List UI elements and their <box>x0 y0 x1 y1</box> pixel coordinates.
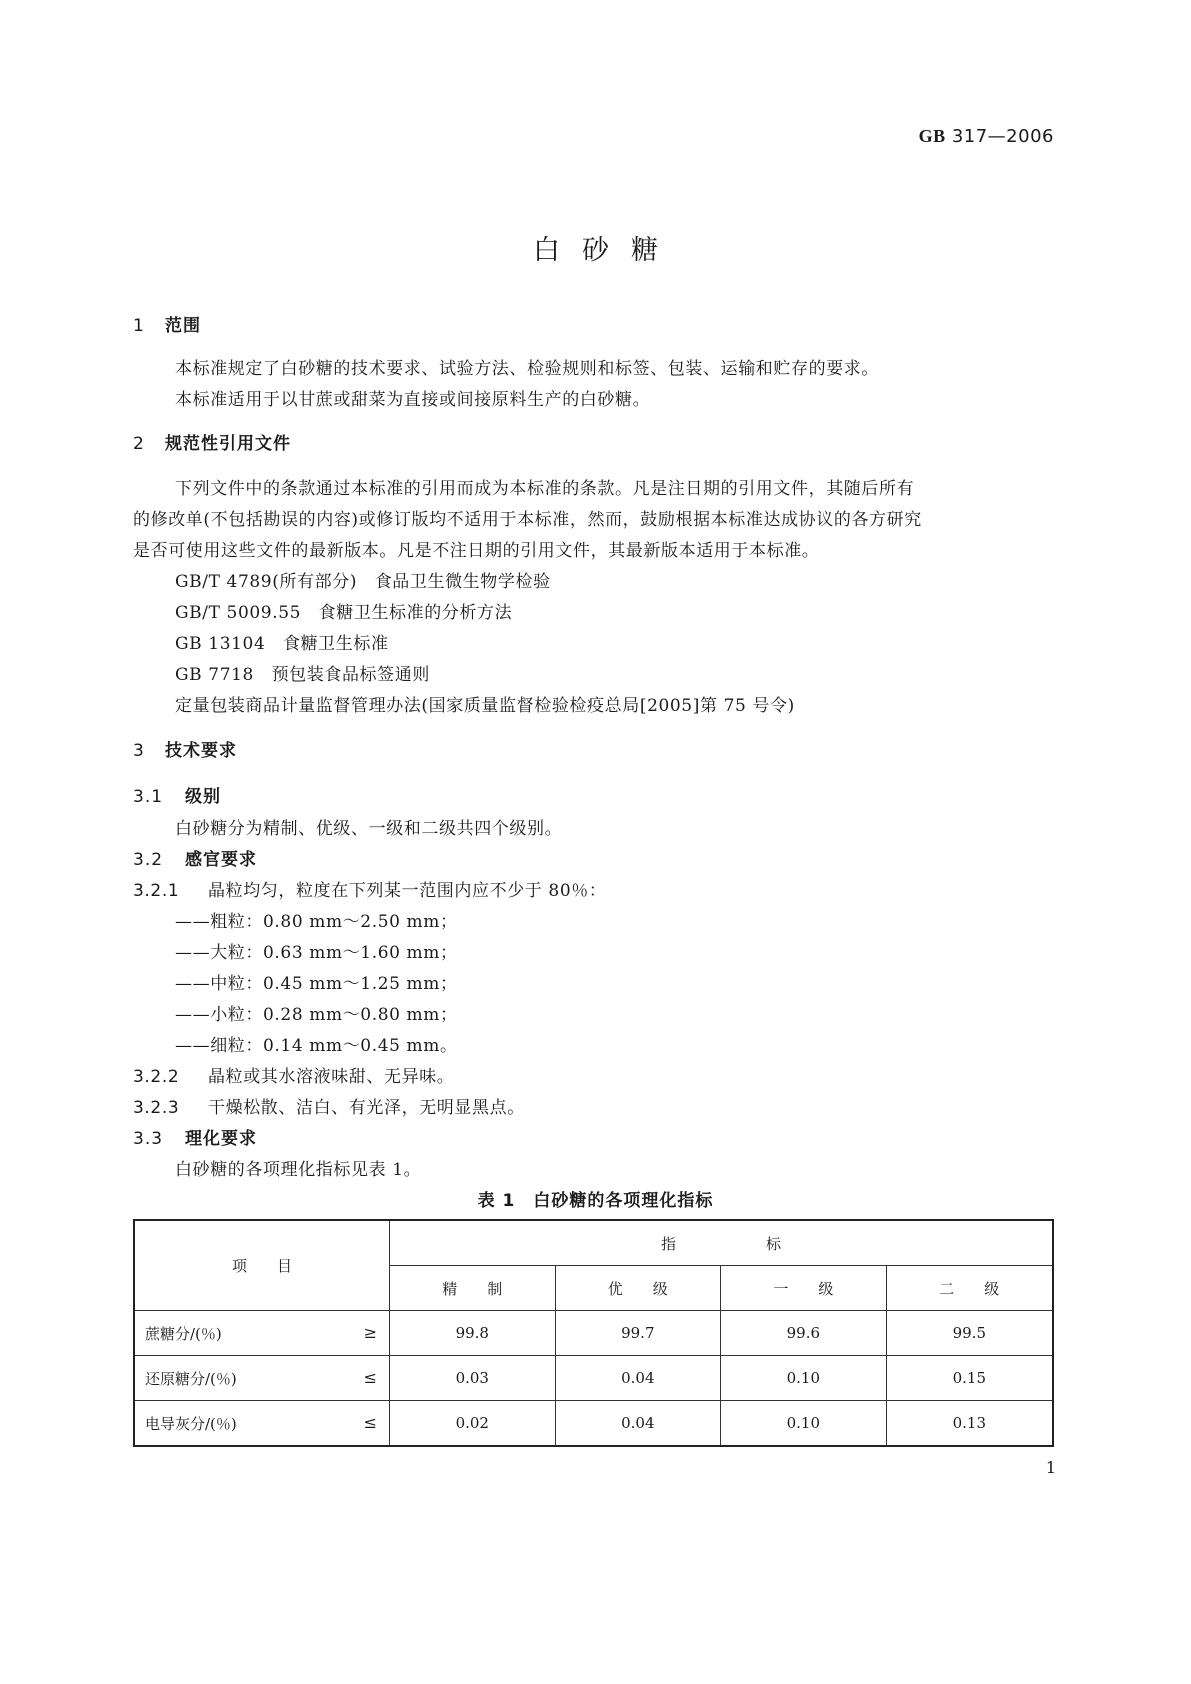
row-label-text: 电导灰分/(％) <box>145 1414 237 1433</box>
reference-item <box>175 691 795 716</box>
index-header: 指 标 <box>390 1220 1054 1266</box>
paragraph: 本标准规定了白砂糖的技术要求、试验方法、检验规则和标签、包装、运输和贮存的要求。 <box>175 359 879 379</box>
subsection-3-2-heading <box>133 845 257 870</box>
comparison-operator: ≤ <box>363 1368 377 1387</box>
reference-name: 食糖卫生标准 <box>282 634 389 654</box>
paragraph-line: 下列文件中的条款通过本标准的引用而成为本标准的条款。凡是注日期的引用文件，其随后所有 <box>175 479 915 499</box>
spec-table <box>133 1219 1054 1447</box>
row-label <box>134 1401 390 1447</box>
section-title: 级别 <box>185 787 221 807</box>
list-item: ——中粒：0.45 mm～1.25 mm； <box>175 974 458 994</box>
subsection-3-3-heading <box>133 1124 257 1149</box>
list-item: ——细粒：0.14 mm～0.45 mm。 <box>175 1036 458 1056</box>
clause-text: 干燥松散、洁白、有光泽，无明显黑点。 <box>208 1098 525 1118</box>
doc-prefix: GB <box>918 126 946 146</box>
clause-number: 3.2.2 <box>133 1067 180 1087</box>
reference-name: 食品卫生微生物学检验 <box>374 572 551 592</box>
section-title: 感官要求 <box>185 850 257 870</box>
table-cell: 99.6 <box>721 1311 887 1356</box>
section-title: 技术要求 <box>165 741 237 761</box>
table-cell: 0.04 <box>555 1356 721 1401</box>
item-header: 项 目 <box>134 1220 390 1311</box>
reference-item <box>175 567 551 592</box>
paragraph: 白砂糖分为精制、优级、一级和二级共四个级别。 <box>175 819 563 839</box>
table-cell: 99.5 <box>886 1311 1053 1356</box>
subsection-3-1-heading <box>133 782 221 807</box>
table-caption: 表 1 白砂糖的各项理化指标 <box>477 1191 714 1211</box>
section-number: 3.3 <box>133 1129 164 1149</box>
table-cell: 0.02 <box>390 1401 556 1447</box>
grade-header: 一 级 <box>721 1266 887 1311</box>
clause-3-2-3 <box>133 1093 525 1118</box>
table-row <box>134 1311 1053 1356</box>
reference-code: GB/T 4789(所有部分) <box>175 572 358 592</box>
grade-header: 二 级 <box>886 1266 1053 1311</box>
page-number: 1 <box>1045 1458 1056 1477</box>
row-label-text: 蔗糖分/(％) <box>145 1324 222 1343</box>
reference-code: GB/T 5009.55 <box>175 603 302 623</box>
paragraph: 本标准适用于以甘蔗或甜菜为直接或间接原料生产的白砂糖。 <box>175 390 651 410</box>
document-code <box>919 126 1054 147</box>
doc-number: 317—2006 <box>951 126 1054 147</box>
row-label <box>134 1311 390 1356</box>
grade-header: 精 制 <box>390 1266 556 1311</box>
reference-name: 食糖卫生标准的分析方法 <box>318 603 513 623</box>
table-cell: 99.7 <box>555 1311 721 1356</box>
section-title: 规范性引用文件 <box>165 434 291 454</box>
reference-name: 预包装食品标签通则 <box>271 665 430 685</box>
clause-text: 晶粒均匀，粒度在下列某一范围内应不少于 80％： <box>208 881 607 901</box>
reference-item <box>175 598 512 623</box>
section-number: 2 <box>133 434 145 454</box>
clause-text: 晶粒或其水溶液味甜、无异味。 <box>208 1067 455 1087</box>
paragraph-line: 是否可使用这些文件的最新版本。凡是不注日期的引用文件，其最新版本适用于本标准。 <box>133 541 820 561</box>
clause-3-2-1 <box>133 876 606 901</box>
section-number: 3.2 <box>133 850 164 870</box>
table-row <box>134 1401 1053 1447</box>
section-1-heading <box>133 311 201 336</box>
page-title: 白砂糖 <box>533 235 680 266</box>
clause-3-2-2 <box>133 1062 454 1087</box>
row-label <box>134 1356 390 1401</box>
section-2-heading <box>133 429 291 454</box>
clause-number: 3.2.3 <box>133 1098 180 1118</box>
table-cell: 0.10 <box>721 1401 887 1447</box>
clause-number: 3.2.1 <box>133 881 180 901</box>
section-title: 理化要求 <box>185 1129 257 1149</box>
list-item: ——小粒：0.28 mm～0.80 mm； <box>175 1005 458 1025</box>
section-title: 范围 <box>165 316 201 336</box>
section-number: 3 <box>133 741 145 761</box>
section-number: 3.1 <box>133 787 164 807</box>
comparison-operator: ≤ <box>363 1413 377 1432</box>
table-cell: 0.04 <box>555 1401 721 1447</box>
section-3-heading <box>133 736 237 761</box>
section-number: 1 <box>133 316 145 336</box>
reference-item <box>175 629 389 654</box>
table-cell: 0.03 <box>390 1356 556 1401</box>
paragraph-line: 的修改单(不包括勘误的内容)或修订版均不适用于本标准，然而，鼓励根据本标准达成协议的各方研究 <box>133 510 922 530</box>
reference-code: GB 13104 <box>175 634 266 654</box>
table-cell: 0.10 <box>721 1356 887 1401</box>
reference-item <box>175 660 430 685</box>
row-label-text: 还原糖分/(％) <box>145 1369 237 1388</box>
paragraph: 白砂糖的各项理化指标见表 1。 <box>175 1160 422 1180</box>
table-cell: 99.8 <box>390 1311 556 1356</box>
list-item: ——粗粒：0.80 mm～2.50 mm； <box>175 912 458 932</box>
comparison-operator: ≥ <box>363 1323 377 1342</box>
table-cell: 0.13 <box>886 1401 1053 1447</box>
reference-code: 定量包装商品计量监督管理办法(国家质量监督检验检疫总局[2005]第 75 号令) <box>175 696 795 716</box>
table-cell: 0.15 <box>886 1356 1053 1401</box>
list-item: ——大粒：0.63 mm～1.60 mm； <box>175 943 458 963</box>
table-row <box>134 1356 1053 1401</box>
grade-header: 优 级 <box>555 1266 721 1311</box>
reference-code: GB 7718 <box>175 665 254 685</box>
